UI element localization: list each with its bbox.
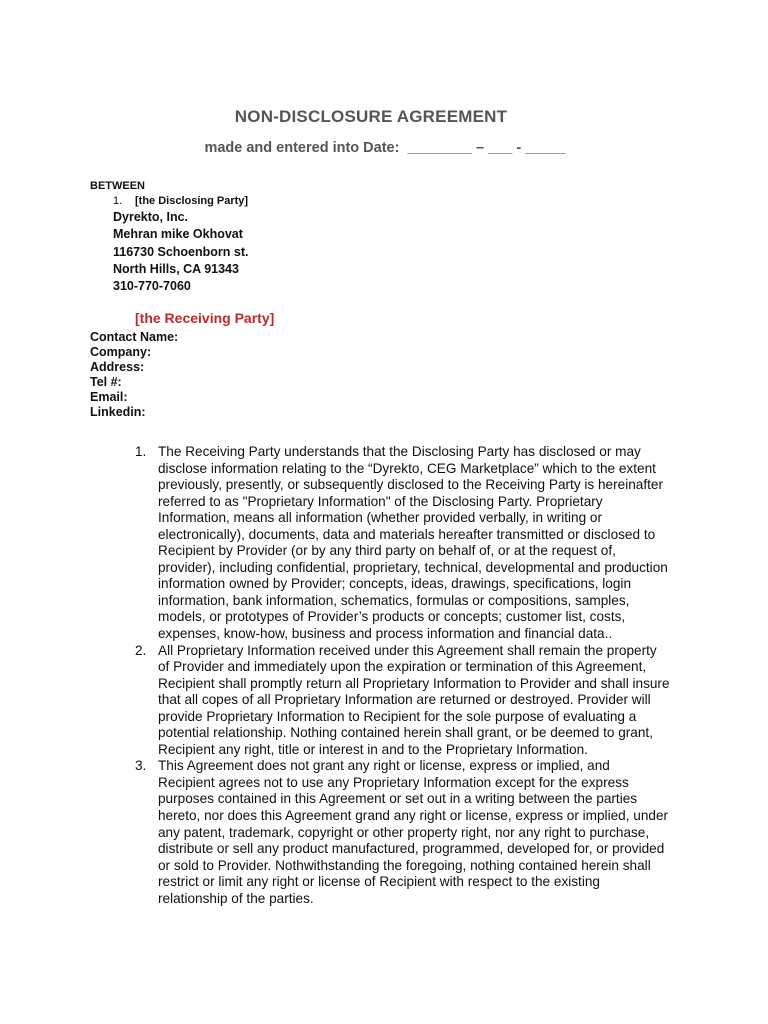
clause-2 (135, 643, 695, 759)
clause-line: information, bank information, schematics, formulas or compositions, samples, (158, 592, 630, 608)
disclosing-party-number: 1. (113, 195, 123, 207)
clause-line: or sold to Provider. Nothwithstanding the foregoing, nothing contained herein shall (158, 857, 651, 873)
clause-line: electronically), documents, data and materials hereafter transmitted or disclosed to (158, 526, 656, 542)
clause-line: that all copes of all Proprietary Information are returned or destroyed. Provider will (158, 692, 651, 708)
receiving-party-heading: [the Receiving Party] (135, 310, 275, 326)
clause-line: All Proprietary Information received under this Agreement shall remain the property (158, 642, 657, 658)
clause-number: 3. (135, 758, 147, 774)
clause-line: any patent, trademark, copyright or other property right, nor any right to purchase, (158, 824, 650, 840)
clause-line: hereto, nor does this Agreement grand any right or license, express or implied, under (158, 808, 669, 824)
clause-line: provide Proprietary Information to Recipient for the sole purpose of evaluating a (158, 708, 637, 724)
clause-line: This Agreement does not grant any right or license, express or implied, and (158, 758, 610, 774)
clause-1 (135, 444, 695, 643)
clause-number: 2. (135, 642, 147, 658)
clause-text (158, 444, 695, 643)
clause-line: Recipient any right, title or interest in and to the Proprietary Information. (158, 741, 588, 757)
disclosing-party-street: 116730 Schoenborn st. (113, 244, 249, 259)
clause-line: provider), including confidential, proprietary, technical, developmental and production (158, 559, 668, 575)
disclosing-party-heading-text: [the Disclosing Party] (135, 195, 249, 207)
disclosing-party-phone: 310-770-7060 (113, 279, 191, 294)
clause-line: Recipient shall promptly return all Proprietary Information to Provider and shall insure (158, 675, 670, 691)
clause-number: 1. (135, 444, 147, 459)
field-email: Email: (90, 389, 128, 404)
field-tel: Tel #: (90, 374, 122, 389)
clause-line: Information, means all information (whether provided verbally, in writing or (158, 510, 603, 526)
clause-3 (135, 758, 695, 907)
disclosing-party-details (113, 209, 248, 295)
clause-line: disclose information relating to the “Dyrekto, CEG Marketplace” which to the extent (158, 460, 656, 476)
document-date-line: made and entered into Date: ________ – ___ - _____ (204, 140, 566, 156)
clause-line: relationship of the parties. (158, 890, 314, 906)
document-title: NON-DISCLOSURE AGREEMENT (234, 107, 508, 126)
clause-line: expenses, know-how, business and process information and financial data.. (158, 626, 613, 642)
clause-line: models, or prototypes of Provider’s products or concepts; customer list, costs, (158, 609, 626, 625)
clause-text (158, 643, 695, 759)
clause-line: restrict or limit any right or license of Recipient with respect to the existing (158, 874, 600, 890)
clause-line: information owned by Provider; concepts, ideas, drawings, specifications, login (158, 576, 632, 592)
clause-line: distribute or sell any product manufactured, programmed, developed for, or provided (158, 841, 665, 857)
clause-line: referred to as "Proprietary Information" of the Disclosing Party. Proprietary (158, 493, 603, 509)
field-company: Company: (90, 344, 152, 359)
disclosing-party-heading (113, 195, 248, 207)
clause-line: Recipient by Provider (or by any third party on behalf of, or at the request of, (158, 543, 616, 559)
receiving-party-fields (90, 330, 178, 419)
clause-line: potential relationship. Nothing contained herein shall grant, or be deemed to grant, (158, 725, 653, 741)
disclosing-party-company: Dyrekto, Inc. (113, 210, 189, 224)
clause-line: The Receiving Party understands that the Disclosing Party has disclosed or may (158, 444, 641, 459)
clauses-list (135, 444, 695, 907)
disclosing-party-city: North Hills, CA 91343 (113, 261, 239, 276)
clause-text (158, 758, 695, 907)
field-address: Address: (90, 359, 145, 374)
clause-line: Recipient agrees not to use any Proprietary Information except for the express (158, 774, 629, 790)
disclosing-party-contact: Mehran mike Okhovat (113, 227, 243, 242)
clause-line: purposes contained in this Agreement or set out in a writing between the parties (158, 791, 638, 807)
clause-line: of Provider and immediately upon the expiration or termination of this Agreement, (158, 659, 647, 675)
field-contact-name: Contact Name: (90, 330, 179, 344)
clause-line: previously, presently, or subsequently disclosed to the Receiving Party is hereinafter (158, 477, 663, 493)
field-linkedin: Linkedin: (90, 404, 146, 419)
between-label: BETWEEN (90, 180, 145, 192)
